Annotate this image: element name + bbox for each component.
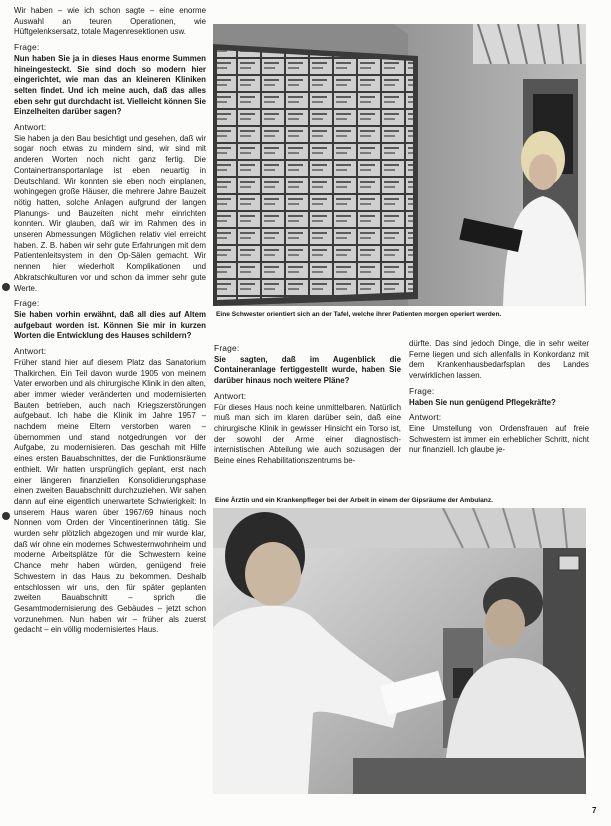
question-text: Haben Sie nun genügend Pflegekräfte? (409, 397, 556, 407)
question-label: Frage: (14, 42, 40, 53)
answer-text: Für dieses Haus noch keine unmittelbaren. Natürlich muß man sich im klaren darüber sein, daß eine chirurgische Klinik in gewisser Hinsicht ein Torso ist, der sowohl der Arme einer diagnostisch-internistischen Abteilung wie auch sozusagen der Beine eines Rehabilitationszentrums be- (214, 402, 401, 466)
page-number: 7 (592, 806, 597, 815)
question-label: Frage: (214, 343, 240, 353)
question-text: Nun haben Sie ja in dieses Haus enorme Summen hineingesteckt. Sie sind doch so modern hier eingerichtet, wie man das an kleineren Kliniken selten findet. Und ich meine auch, daß das alles eben sehr gut durchdacht ist. Vielleicht können Sie Einzelheiten darüber sagen? (14, 53, 206, 117)
answer-label: Antwort: (409, 412, 442, 423)
photo-nurse-at-board (213, 24, 586, 306)
question-label: Frage: (14, 298, 40, 309)
question-text: Sie sagten, daß im Augenblick die Containeranlage fertiggestellt wurde, haben Sie darüber hinaus noch weitere Pläne? (214, 354, 401, 386)
photo-caption-bottom: Eine Ärztin und ein Krankenpfleger bei der Arbeit in einem der Gipsräume der Ambulanz. (215, 497, 493, 504)
binding-hole-bottom (2, 512, 10, 520)
question-label: Frage: (409, 385, 435, 396)
answer-text: Früher stand hier auf diesem Platz das Sanatorium Thalkirchen. Ein Teil davon wurde 1905 von meinem Vater erworben und als chirurgische Klinik in den alten, aber immer wieder veränderten und modernisierten Bauten betrieben, auch nach Kriegszerstörungen aufgebaut. Ich habe die Klinik im Jahre 1957 – nachdem meine Eltern verstorben waren – übernommen und stand notgedrungen vor der Aufgabe, zu modernisieren. Das geschah mit Hilfe eines ersten Bauabschnittes, der die Funktionsräume enthielt. Wir hatten ursprünglich geplant, erst nach einer längeren finanziellen Konsolidierungsphase einen zweiten Bauabschnitt durchzuziehen. Wir sahen dann auf eine eigentlich unerwartete Schwierigkeit: In unserem Haus waren über 1967/69 hinaus noch Nonnen vom Orden der Vincentinerinnen tätig. Sie wurden sehr plötzlich abgezogen und mir wurde klar, daß wir ohne ein modernes Schwesternwohnheim und moderne Arbeitsplätze für die Schwestern keine Chance mehr haben würden, genügend freie Schwestern in das Haus zu bekommen. Deshalb entschlossen wir uns, den für später geplanten zweiten Bauabschnitt – sprich die Gesamtmodernisierung des Gebäudes – jetzt schon vorzunehmen. Nun haben wir – früher als zuerst gedacht – ein völlig modernisiertes Haus. (14, 357, 206, 635)
answer-continuation: dürfte. Das sind jedoch Dinge, die in sehr weiter Ferne liegen und sich allenfalls in Konkordanz mit dem Krankenhausbedarfsplan des Landes verwirklichen lassen. (409, 339, 589, 381)
question-text: Sie haben vorhin erwähnt, daß all dies auf Altem aufgebaut worden ist. Können Sie mir in kurzen Worten die Entwicklung des Hauses schildern? (14, 309, 206, 341)
photo-plaster-room (213, 508, 586, 794)
photo-caption-top: Eine Schwester orientiert sich an der Tafel, welche ihrer Patienten morgen operiert werden. (216, 311, 502, 318)
answer-label: Antwort: (14, 346, 47, 357)
answer-text: Eine Umstellung von Ordensfrauen auf freie Schwestern ist immer ein erheblicher Schritt, nicht nur finanziell. Ich glaube je- (409, 423, 589, 455)
intro-paragraph: Wir haben – wie ich schon sagte – eine enorme Auswahl an teuren Operationen, wie Hüftgelenksersatz, totale Magenresektionen usw. (14, 6, 206, 37)
answer-label: Antwort: (14, 122, 47, 133)
left-text-column (14, 6, 206, 638)
right-text-column (409, 339, 589, 458)
binding-hole-top (2, 283, 10, 291)
answer-label: Antwort: (214, 390, 247, 401)
answer-text: Sie haben ja den Bau besichtigt und gesehen, daß wir sogar noch etwas zu mindern sind, wir sind mit anderen Worten noch nicht ganz fertig. Die Containertransportanlage ist eben neuartig in Deutschland. Wir konnten sie eben noch einplanen, wohingegen große Häuser, die mehrere Jahre Bauzeit nötig hatten, solche Anlagen aufgrund der langen Planungs- und Bauzeiten nicht mehr einrichten konnten. Wir glauben, daß wir im Rahmen des in unseren Abmessungen Möglichen relativ viel erreicht haben. Z. B. haben wir sehr gute Erfahrungen mit dem Patientenleitsystem in den Op-Sälen gemacht. Wir nennen hier wiederholt Komplikationen und Abkratschkulturen vor und schon da immer sehr gute Werte. (14, 133, 206, 293)
middle-text-column (214, 339, 401, 469)
